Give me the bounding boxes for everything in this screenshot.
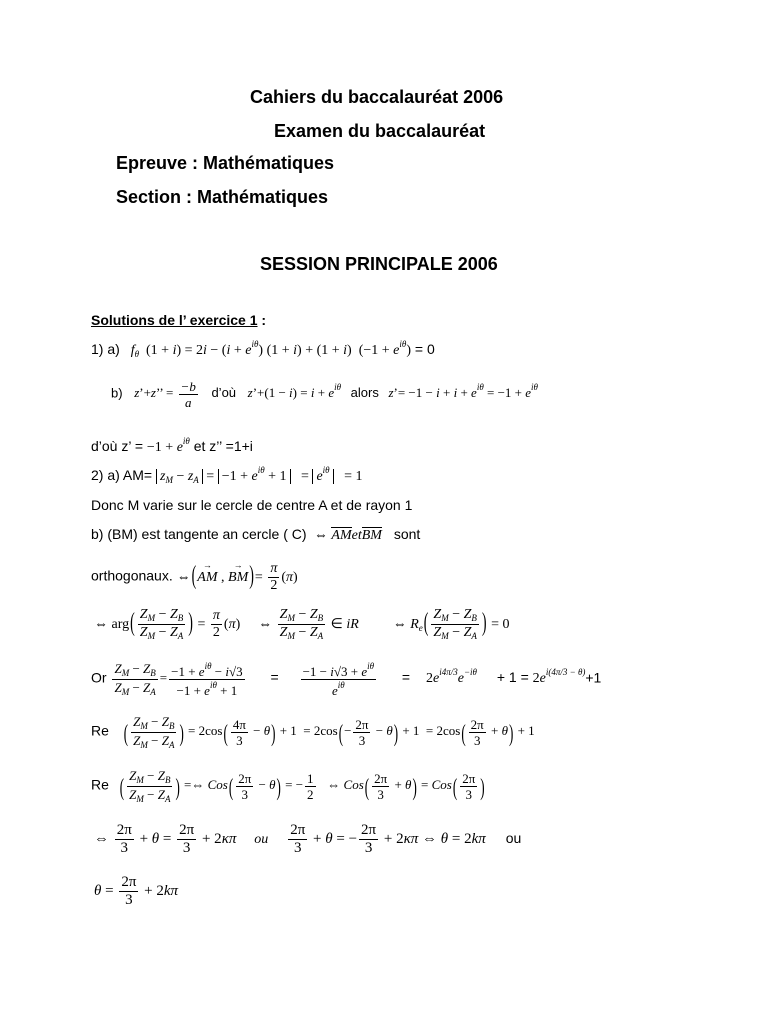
line-conclusion: [91, 437, 253, 455]
line-donc: Donc M varie sur le cercle de centre A et de rayon 1: [91, 497, 413, 513]
item-label: b): [111, 385, 123, 401]
line-theta: [94, 875, 178, 908]
math-re-zero: ⇔ $R_e$( $\frac{Z_M - Z_B}{Z_M - Z_A}$ ) = 0: [392, 607, 510, 641]
math-zprime: z’+(1 − $i) = i + e^{i\theta}$: [247, 382, 342, 401]
item-end: = 0: [414, 341, 435, 357]
math-zprime-value: $-1 + e^{i\theta}$: [146, 436, 190, 455]
equals: =: [270, 669, 279, 686]
math-re-cos: ( $\frac{Z_M - Z_B}{Z_M - Z_A}$ ) = 2cos( $\frac{4\pi}{3}$ − θ) + 1 = 2cos(− $\frac{2\pi}{3}$ − θ) + 1 = 2cos( $\frac{2\pi}{3}$ + θ) + 1: [123, 714, 535, 750]
item-label: 2) a) AM=: [91, 467, 153, 483]
math-result: z’= $-1 - i + i + e^{i\theta} = -1 + e^{i\theta}$: [388, 382, 538, 401]
or-text: Or: [91, 669, 107, 686]
ou-text: ou: [254, 831, 269, 847]
line-re-2: [91, 769, 486, 804]
math-or-final: $2e^{i(4\pi/3 - \theta)}$: [532, 667, 586, 687]
orthogonaux-text: orthogonaux.: [91, 567, 173, 584]
exam-title: Examen du baccalauréat: [274, 121, 486, 141]
math-or-exp: $2e^{i4\pi/3}e^{-i\theta}$: [426, 667, 477, 687]
line-solutions: [94, 823, 521, 856]
exercise-heading: Solutions de l’ exercice 1 :: [91, 312, 267, 328]
line-or: [91, 662, 601, 697]
math-or-expression: $\frac{Z_M - Z_B}{Z_M - Z_A}$ = $\frac{-1 + e^{i\theta} - i√3}{-1 + e^{i\theta} + 1}$: [114, 661, 243, 698]
conclusion-text-2: et z’’ =1+i: [193, 438, 253, 454]
sont-text: sont: [393, 526, 421, 542]
equals: =: [401, 669, 411, 686]
plus-one: + 1 =: [496, 669, 529, 686]
alors-text: alors: [350, 385, 379, 401]
epreuve-line: Epreuve : Mathématiques: [116, 153, 335, 173]
dou-text: d’où: [211, 385, 237, 401]
conclusion-text: d’où z’ =: [91, 438, 144, 454]
math-modulus: $z_M - z_A = -1 + e^{i\theta} + 1 = e^{i\theta} = 1$: [156, 469, 363, 484]
section-line: Section : Mathématiques: [116, 187, 329, 207]
math-real: ⇔ $\frac{Z_M - Z_B}{Z_M - Z_A}$ ∈ iR: [258, 607, 359, 641]
math-sum: z’+z’’ = $\frac{-b}{a}$: [134, 379, 196, 410]
math-solutions-1: ⇔ $\frac{2\pi}{3}$ + θ = $\frac{2\pi}{3}$ + 2κπ: [94, 822, 237, 856]
math-re-equiv: ( $\frac{Z_M - Z_B}{Z_M - Z_A}$ ) =⇔ Cos( $\frac{2\pi}{3}$ − θ) = − $\frac{1}{2}$ ⇔ Cos( $\frac{2\pi}{3}$ + θ) = Cos( $\frac{2\pi}{3}$ ): [119, 768, 485, 804]
line-1b: [111, 380, 538, 409]
ou-end: ou: [505, 829, 522, 846]
math-solutions-2: $\frac{2\pi}{3}$ + θ = − $\frac{2\pi}{3}$ + 2κπ ⇔ θ = 2kπ: [290, 822, 486, 856]
line-1a: [91, 340, 435, 359]
plus-one-end: +1: [585, 669, 602, 686]
math-vectors: ⇔ AMetBM: [310, 528, 382, 543]
math-theta: θ = $\frac{2\pi}{3}$ + 2kπ: [94, 874, 179, 908]
math-or-second: $\frac{-1 - i√3 + e^{i\theta}}{e^{i\theta}}$: [302, 661, 375, 698]
line-2b: [91, 527, 420, 543]
tangent-text: b) (BM) est tangente an cercle ( C): [91, 526, 307, 542]
line-orthogonaux: [91, 562, 298, 593]
re-label: Re: [91, 722, 109, 739]
line-2a: [91, 466, 363, 485]
line-re-1: [91, 715, 535, 750]
math-angle: ⇔(→ AM , → BM)= $\frac{\pi}{2}$ (π): [177, 570, 298, 585]
math-arg: ⇔ arg( $\frac{Z_M - Z_B}{Z_M - Z_A}$ ) = $\frac{\pi}{2}$ (π): [94, 607, 241, 641]
re-label: Re: [91, 776, 109, 793]
document-title: Cahiers du baccalauréat 2006: [250, 87, 504, 107]
math-expression: $f_\theta$ $(1 + i) = 2i - (i + e^{i\theta})$ (1 + i) + (1 + i) $(-1 + e^{i\theta})$: [123, 339, 411, 359]
session-title: SESSION PRINCIPALE 2006: [260, 254, 498, 274]
line-arg: [94, 608, 510, 641]
item-label: 1) a): [91, 341, 120, 357]
